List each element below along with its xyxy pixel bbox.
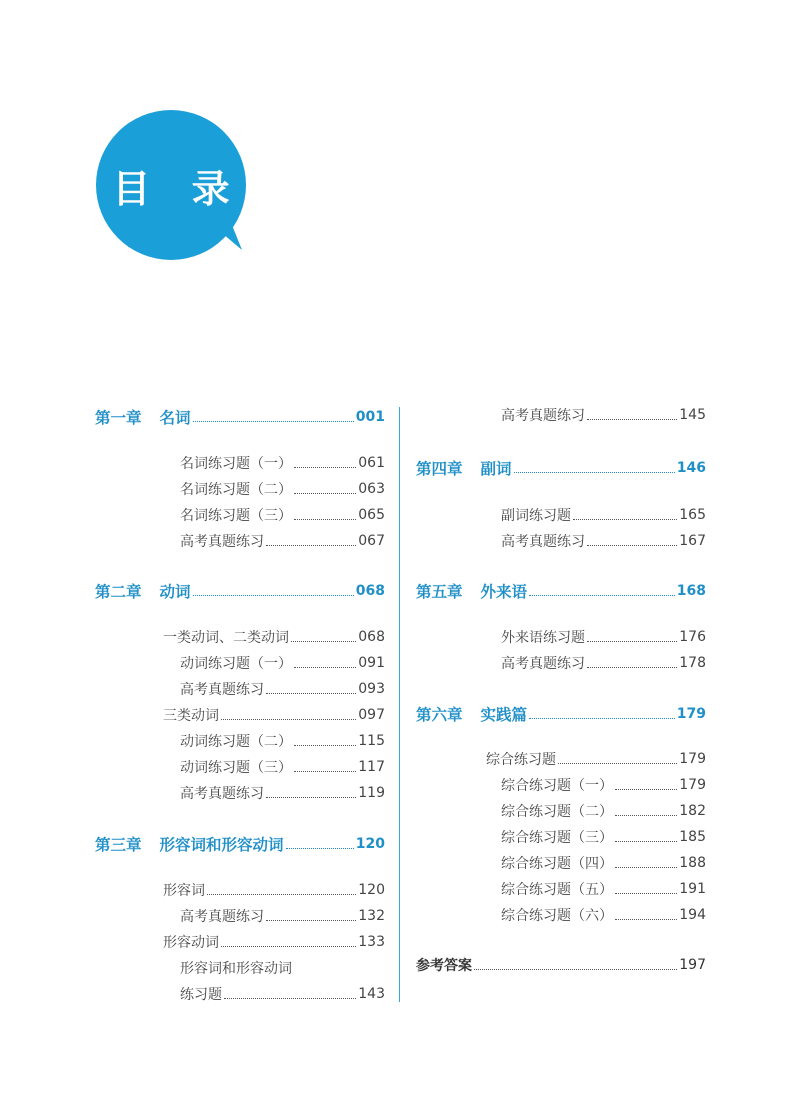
page-number: 117 — [358, 759, 385, 775]
dot-leader — [286, 840, 354, 849]
dot-leader — [474, 961, 677, 970]
dot-leader — [294, 737, 356, 746]
page-number: 167 — [679, 533, 706, 549]
toc-title-bubble — [96, 110, 246, 260]
entry-title: 动词练习题（三） — [180, 760, 292, 776]
entry-title: 高考真题练习 — [501, 656, 585, 672]
page-number: 063 — [358, 481, 385, 497]
entry-title: 综合练习题 — [486, 752, 556, 768]
dot-leader — [193, 413, 354, 422]
chapter-number: 第一章 — [95, 409, 142, 427]
entry-title: 形容动词 — [163, 935, 219, 951]
entry-title: 综合练习题（三） — [501, 830, 613, 846]
entry-title: 形容词 — [163, 883, 205, 899]
dot-leader — [573, 511, 677, 520]
toc-entry[interactable] — [163, 877, 385, 903]
dot-leader — [558, 755, 677, 764]
entry-title: 高考真题练习 — [501, 534, 585, 550]
toc-entry[interactable] — [163, 929, 385, 955]
page-number: 179 — [679, 777, 706, 793]
entry-title: 综合练习题（二） — [501, 804, 613, 820]
column-divider — [399, 407, 400, 1002]
dot-leader — [266, 789, 356, 798]
page-number: 120 — [355, 836, 385, 852]
dot-leader — [615, 807, 677, 816]
toc-entry[interactable] — [501, 650, 706, 676]
page-number: 194 — [679, 907, 706, 923]
entry-title: 副词练习题 — [501, 508, 571, 524]
dot-leader — [529, 587, 675, 596]
toc-entry[interactable] — [501, 876, 706, 902]
page-number: 146 — [676, 460, 706, 476]
entry-title: 三类动词 — [163, 708, 219, 724]
toc-entry[interactable] — [501, 902, 706, 928]
dot-leader — [294, 763, 356, 772]
chapter-name: 实践篇 — [480, 706, 528, 724]
page-number: 197 — [679, 957, 706, 973]
page-number: 119 — [358, 785, 385, 801]
dot-leader — [294, 459, 356, 468]
page-number: 001 — [355, 409, 385, 425]
chapter-number: 第三章 — [95, 836, 142, 854]
chapter-4-heading[interactable] — [416, 453, 706, 483]
chapter-number: 第五章 — [416, 583, 463, 601]
dot-leader — [587, 537, 677, 546]
page-number: 061 — [358, 455, 385, 471]
page-number: 191 — [679, 881, 706, 897]
page-number: 068 — [358, 629, 385, 645]
toc-entry[interactable] — [163, 702, 385, 728]
dot-leader — [266, 537, 356, 546]
chapter-3-heading[interactable] — [95, 829, 385, 859]
page-number: 145 — [679, 407, 706, 423]
page-number: 176 — [679, 629, 706, 645]
dot-leader — [221, 938, 356, 947]
page-number: 143 — [358, 986, 385, 1002]
toc-entry[interactable] — [180, 780, 385, 806]
dot-leader — [615, 833, 677, 842]
page-number: 179 — [679, 751, 706, 767]
toc-entry[interactable] — [180, 476, 385, 502]
entry-title: 练习题 — [180, 987, 222, 1003]
chapter-6-heading[interactable] — [416, 699, 706, 729]
toc-entry[interactable] — [501, 824, 706, 850]
entry-title: 动词练习题（二） — [180, 734, 292, 750]
dot-leader — [615, 859, 677, 868]
entry-title: 高考真题练习 — [180, 909, 264, 925]
toc-entry[interactable] — [501, 528, 706, 554]
chapter-name: 副词 — [480, 460, 512, 478]
toc-entry[interactable] — [180, 450, 385, 476]
dot-leader — [294, 659, 356, 668]
entry-title: 高考真题练习 — [180, 534, 264, 550]
chapter-name: 动词 — [159, 583, 191, 601]
page-number: 165 — [679, 507, 706, 523]
chapter-name: 外来语 — [480, 583, 528, 601]
dot-leader — [615, 781, 677, 790]
entry-title: 外来语练习题 — [501, 630, 585, 646]
entry-title: 名词练习题（三） — [180, 508, 292, 524]
answers-entry[interactable] — [416, 951, 706, 979]
dot-leader — [221, 711, 356, 720]
chapter-2-heading[interactable] — [95, 576, 385, 606]
toc-entry[interactable] — [180, 502, 385, 528]
dot-leader — [266, 912, 356, 921]
entry-title: 综合练习题（四） — [501, 856, 613, 872]
page-number: 185 — [679, 829, 706, 845]
toc-entry[interactable] — [180, 528, 385, 554]
entry-title: 高考真题练习 — [501, 408, 585, 424]
page-number: 168 — [676, 583, 706, 599]
chapter-name: 形容词和形容动词 — [159, 836, 284, 854]
dot-leader — [514, 464, 675, 473]
page-number: 091 — [358, 655, 385, 671]
chapter-number: 第四章 — [416, 460, 463, 478]
page-number: 132 — [358, 908, 385, 924]
toc-entry[interactable] — [180, 650, 385, 676]
dot-leader — [587, 633, 677, 642]
page-number: 067 — [358, 533, 385, 549]
toc-entry[interactable] — [501, 402, 706, 428]
page-number: 182 — [679, 803, 706, 819]
page-number: 133 — [358, 934, 385, 950]
dot-leader — [291, 633, 356, 642]
chapter-number: 第二章 — [95, 583, 142, 601]
page-number: 179 — [676, 706, 706, 722]
toc-entry[interactable] — [180, 676, 385, 702]
toc-entry[interactable] — [501, 624, 706, 650]
dot-leader — [224, 990, 356, 999]
dot-leader — [207, 886, 356, 895]
page-title: 目 录 — [112, 166, 244, 211]
dot-leader — [193, 587, 354, 596]
chapter-name: 名词 — [159, 409, 191, 427]
toc-entry[interactable] — [180, 754, 385, 780]
dot-leader — [294, 511, 356, 520]
entry-title: 高考真题练习 — [180, 786, 264, 802]
dot-leader — [615, 885, 677, 894]
entry-title: 综合练习题（五） — [501, 882, 613, 898]
toc-entry[interactable] — [501, 502, 706, 528]
toc-entry[interactable] — [501, 850, 706, 876]
toc-entry[interactable] — [180, 903, 385, 929]
entry-title: 动词练习题（一） — [180, 656, 292, 672]
toc-entry[interactable] — [180, 728, 385, 754]
toc-entry[interactable] — [180, 981, 385, 1007]
chapter-5-heading[interactable] — [416, 576, 706, 606]
page-number: 115 — [358, 733, 385, 749]
dot-leader — [266, 685, 356, 694]
entry-title: 综合练习题（六） — [501, 908, 613, 924]
page-number: 068 — [355, 583, 385, 599]
toc-entry[interactable] — [163, 624, 385, 650]
dot-leader — [587, 659, 677, 668]
entry-title: 综合练习题（一） — [501, 778, 613, 794]
entry-title-wrap[interactable]: 形容词和形容动词 — [180, 961, 292, 977]
toc-entry[interactable] — [486, 746, 706, 772]
dot-leader — [529, 710, 675, 719]
chapter-number: 第六章 — [416, 706, 463, 724]
toc-entry[interactable] — [501, 772, 706, 798]
dot-leader — [615, 911, 677, 920]
dot-leader — [587, 411, 677, 420]
entry-title: 参考答案 — [416, 958, 472, 974]
chapter-1-heading[interactable] — [95, 402, 385, 432]
page-number: 097 — [358, 707, 385, 723]
page-number: 093 — [358, 681, 385, 697]
entry-title: 一类动词、二类动词 — [163, 630, 289, 646]
page-number: 188 — [679, 855, 706, 871]
page-number: 120 — [358, 882, 385, 898]
entry-title: 名词练习题（一） — [180, 456, 292, 472]
page-number: 178 — [679, 655, 706, 671]
toc-entry[interactable] — [501, 798, 706, 824]
entry-title: 高考真题练习 — [180, 682, 264, 698]
entry-title: 名词练习题（二） — [180, 482, 292, 498]
page-number: 065 — [358, 507, 385, 523]
dot-leader — [294, 485, 356, 494]
